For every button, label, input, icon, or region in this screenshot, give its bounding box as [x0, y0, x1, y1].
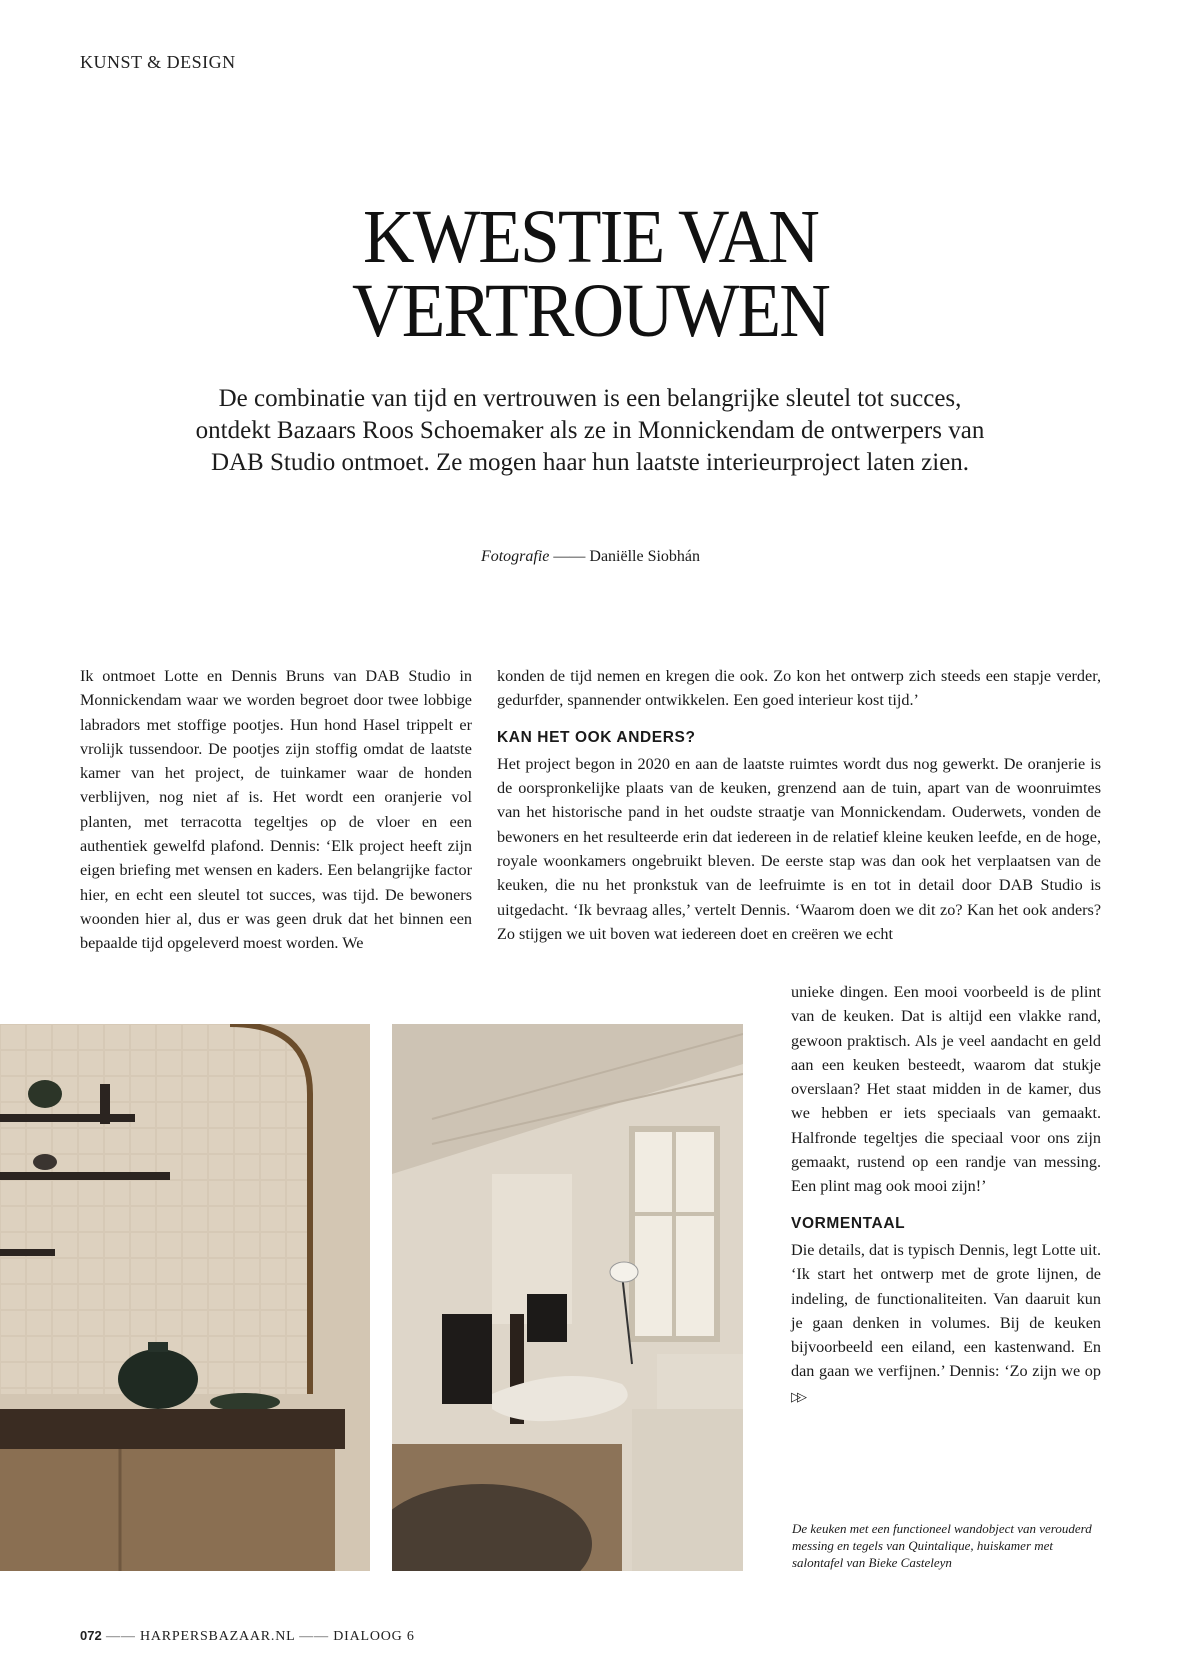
column2-paragraph: Het project begon in 2020 en aan de laatste ruimtes wordt dus nog gewerkt. De oranjerie is de oorspronkelijke plaats van de keuken, grenzend aan de tuin, apart van de woonruimtes van het historische pand in het oudste straatje van Monnickendam. Ouderwets, vonden de bewoners en het resulteerde erin dat iedereen in de relatief kleine keuken leefde, en de hoge, royale woonkamers ongebruikt bleven. De eerste stap was dan ook het verplaatsen van de keuken, die nu het pronkstuk van de leefruimte is en tot in detail door DAB Studio is uitgedacht. ‘Ik bevraag alles,’ vertelt Dennis. ‘Waarom doen we dit zo? Kan het ook anders? Zo stijgen we uit boven wat iedereen doet en creëren we echt — [497, 754, 1101, 943]
title-line-1: KWESTIE VAN — [363, 195, 818, 279]
body-column-2 — [497, 664, 1101, 946]
body-column-1: Ik ontmoet Lotte en Dennis Bruns van DAB Studio in Monnickendam waar we worden begroet door twee lobbige labradors met stoffige pootjes. Hun hond Hasel trippelt er vrolijk tussendoor. De pootjes zijn stoffig omdat de laatste kamer van het project, de tuinkamer waar de honden verblijven, nog niet af is. Het wordt een oranjerie vol planten, met terracotta tegeltjes op de vloer en een authentiek gewelfd plafond. Dennis: ‘Elk project heeft zijn eigen briefing met wensen en kaders. Een belangrijke factor hier, en echt een sleutel tot succes, was tijd. De bewoners woonden hier al, dus er was geen druk dat het binnen een bepaalde tijd opgeleverd moest worden. We — [80, 667, 472, 953]
intro-standfirst: De combinatie van tijd en vertrouwen is een belangrijke sleutel tot succes, ontdekt Bazaars Roos Schoemaker als ze in Monnickendam de ontwerpers van DAB Studio ontmoet. Ze mogen haar hun laatste interieurproject laten zien. — [195, 385, 985, 476]
photo-caption: De keuken met een functioneel wandobject van verouderd messing en tegels van Quintalique, huiskamer met salontafel van Bieke Casteleyn — [792, 1521, 1092, 1570]
article-title — [35, 195, 1145, 353]
column2-continuation: konden de tijd nemen en kregen die ook. Zo kon het ontwerp zich steeds een stapje verder, gedurfder, spannender ontwikkelen. Een goed interieur kost tijd.’ — [497, 667, 1101, 710]
column3-text: Die details, dat is typisch Dennis, legt Lotte uit. ‘Ik start het ontwerp met de grote lijnen, de indeling, de functionaliteiten. Van daaruit kun je gaan denken in volumes. Bij de keuken bijvoorbeeld een eiland, een kastenwand. En dan gaan we verfijnen.’ Dennis: ‘Zo zijn we op — [791, 1240, 1101, 1381]
subheading-kan-het-ook-anders: KAN HET OOK ANDERS? — [497, 728, 696, 746]
footer-issue: DIALOOG 6 — [333, 1629, 415, 1644]
photo-credit — [0, 548, 1181, 566]
footer-site: HARPERSBAZAAR.NL — [139, 1629, 295, 1644]
credit-name: Daniëlle Siobhán — [589, 548, 701, 565]
continue-arrow-icon: ▷▷ — [791, 1388, 803, 1404]
footer-dash-1: —— — [106, 1629, 136, 1644]
kitchen-photo — [0, 1024, 370, 1571]
subheading-vormentaal: VORMENTAAL — [791, 1214, 906, 1232]
title-line-2: VERTROUWEN — [352, 269, 829, 353]
footer-dash-2: —— — [299, 1629, 329, 1644]
living-room-photo — [392, 1024, 743, 1571]
credit-dash: —— — [553, 548, 586, 565]
page-footer — [80, 1628, 415, 1645]
section-label: KUNST & DESIGN — [80, 52, 236, 72]
body-column-3 — [791, 980, 1101, 1409]
page-number: 072 — [80, 1628, 102, 1643]
credit-role: Fotografie — [480, 548, 550, 565]
column3-paragraph-continued: unieke dingen. Een mooi voorbeeld is de plint van de keuken. Dat is altijd een vlakke rand, gewoon praktisch. Als je veel aandacht en geld aan een keuken besteedt, waarom dat stukje overslaan? Het staat midden in de kamer, dus we hebben er iets speciaals van gemaakt. Halfronde tegeltjes die speciaal voor ons zijn gemaakt, rustend op een randje van messing. Een plint mag ook mooi zijn!’ — [791, 983, 1101, 1196]
column3-paragraph — [791, 1238, 1101, 1409]
